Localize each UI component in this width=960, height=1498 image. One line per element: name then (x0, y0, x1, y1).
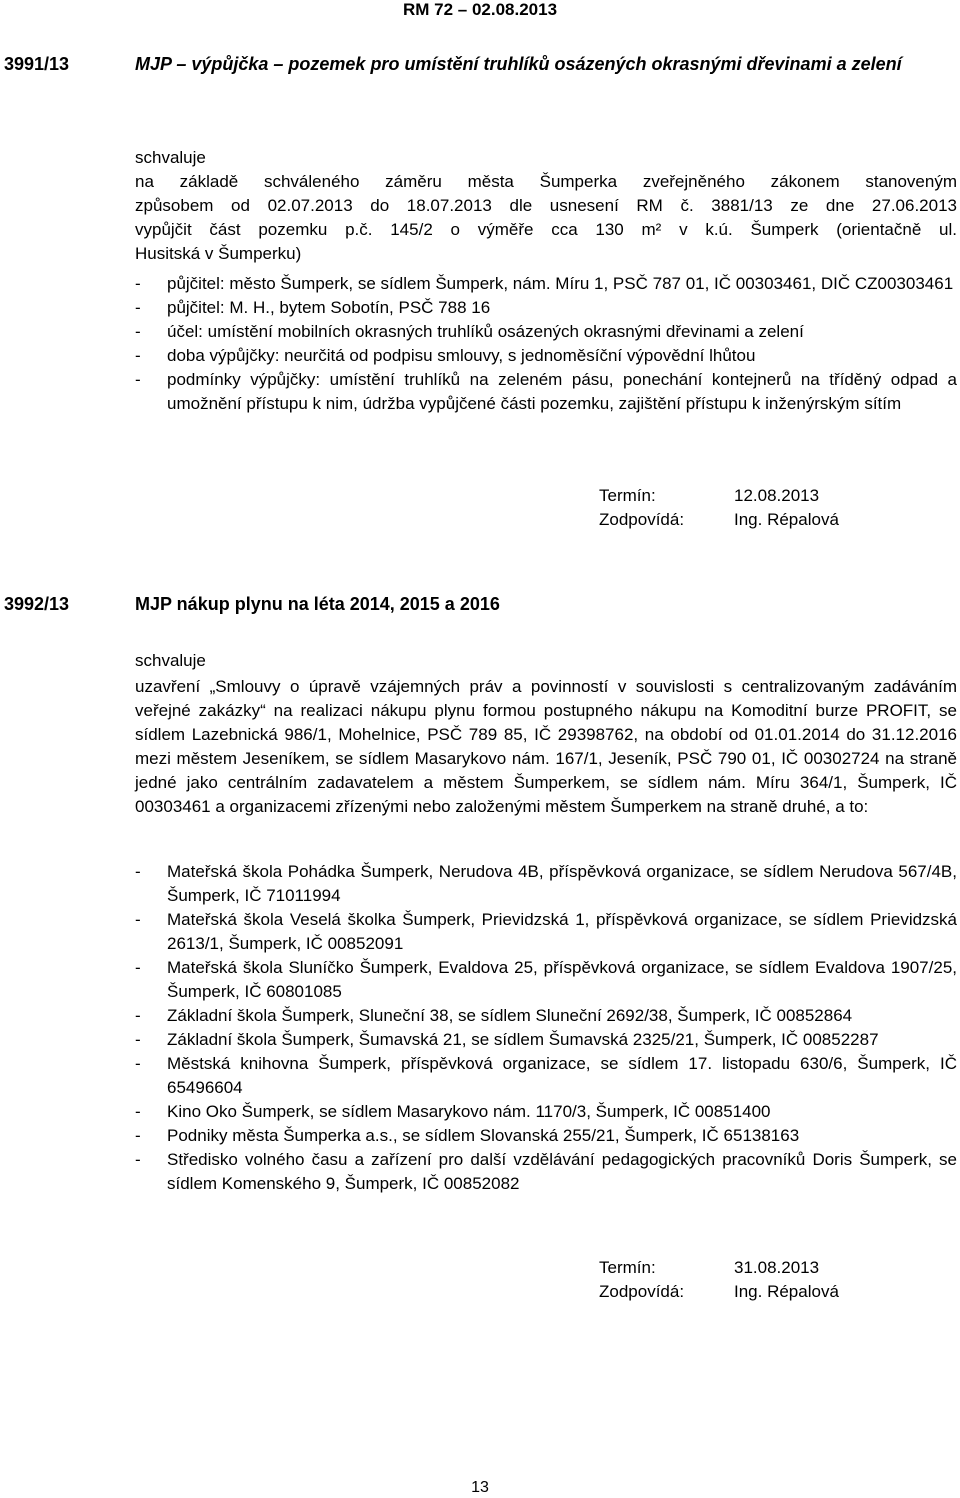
list-item: - půjčitel: M. H., bytem Sobotín, PSČ 788 16 (135, 296, 957, 320)
resolution-title: MJP – výpůjčka – pozemek pro umístění truhlíků osázených okrasnými dřevinami a zelení (135, 54, 902, 74)
deadline-label: Termín: (599, 1258, 656, 1277)
organizations-list (135, 860, 957, 1196)
responsible-value: Ing. Répalová (734, 1282, 839, 1301)
paragraph-line: Husitská v Šumperku) (135, 244, 302, 263)
deadline-block (599, 1256, 959, 1304)
list-item: - Středisko volného času a zařízení pro další vzdělávání pedagogických pracovníků Doris Šumperk, se sídlem Komenského 9, Šumperk, IČ 00852082 (135, 1148, 957, 1196)
list-item: - Základní škola Šumperk, Šumavská 21, se sídlem Šumavská 2325/21, Šumperk, IČ 00852287 (135, 1028, 957, 1052)
list-item: - Podniky města Šumperka a.s., se sídlem Slovanská 255/21, Šumperk, IČ 65138163 (135, 1124, 957, 1148)
page-number: 13 (471, 1479, 489, 1496)
resolution-title: MJP nákup plynu na léta 2014, 2015 a 2016 (135, 594, 500, 614)
responsible-value: Ing. Répalová (734, 510, 839, 529)
resolution-verb: schvaluje (135, 651, 206, 670)
resolution-body (135, 649, 957, 819)
paragraph-line: vypůjčit část pozemku p.č. 145/2 o výměře cca 130 m² v k.ú. Šumperk (orientačně ul. (135, 220, 957, 239)
list-item: - Základní škola Šumperk, Sluneční 38, se sídlem Sluneční 2692/38, Šumperk, IČ 00852864 (135, 1004, 957, 1028)
page-header: RM 72 – 02.08.2013 (402, 0, 558, 19)
deadline-value: 31.08.2013 (734, 1258, 820, 1277)
paragraph: uzavření „Smlouvy o úpravě vzájemných práv a povinností v souvislosti s centralizovaným zadáváním veřejné zakázky“ na realizaci nákupu plynu formou postupného nákupu na Komoditní burze PROFIT, se sídlem Lazebnická 986/1, Mohelnice, PSČ 789 85, IČ 29398762, na období od 01.01.2014 do 31.12.2016 mezi městem Jeseníkem, se sídlem Masarykovo nám. 167/1, Jeseník, PSČ 790 01, IČ 00302724 na straně jedné jako centrálním zadavatelem a městem Šumperkem, se sídlem nám. Míru 364/1, Šumperk, IČ 00303461 a organizacemi zřízenými nebo založenými městem Šumperkem na straně druhé, a to: (135, 677, 957, 816)
list-item: - Kino Oko Šumperk, se sídlem Masarykovo nám. 1170/3, Šumperk, IČ 00851400 (135, 1100, 957, 1124)
responsible-label: Zodpovídá: (599, 1282, 685, 1301)
list-item: - doba výpůjčky: neurčitá od podpisu smlouvy, s jednoměsíční výpovědní lhůtou (135, 344, 957, 368)
list-item: - podmínky výpůjčky: umístění truhlíků na zeleném pásu, ponechání kontejnerů na tříděný odpad a umožnění přístupu k nim, údržba vypůjčené části pozemku, zajištění přístupu k inženýrským sítím (135, 368, 957, 416)
list-item: - Městská knihovna Šumperk, příspěvková organizace, se sídlem 17. listopadu 630/6, Šumperk, IČ 65496604 (135, 1052, 957, 1100)
deadline-value: 12.08.2013 (734, 486, 820, 505)
resolution-number: 3992/13 (4, 594, 70, 614)
deadline-label: Termín: (599, 486, 656, 505)
terms-list (135, 272, 957, 416)
deadline-block (599, 484, 959, 532)
list-item: - Mateřská škola Sluníčko Šumperk, Evaldova 25, příspěvková organizace, se sídlem Evaldova 1907/25, Šumperk, IČ 60801085 (135, 956, 957, 1004)
resolution-verb: schvaluje (135, 148, 206, 167)
list-item: - půjčitel: město Šumperk, se sídlem Šumperk, nám. Míru 1, PSČ 787 01, IČ 00303461, DIČ CZ00303461 (135, 272, 957, 296)
list-item: - účel: umístění mobilních okrasných truhlíků osázených okrasnými dřevinami a zelení (135, 320, 957, 344)
resolution-number: 3991/13 (4, 54, 70, 74)
paragraph-line: na základě schváleného záměru města Šumperka zveřejněného zákonem stanoveným (135, 172, 957, 191)
paragraph-line: způsobem od 02.07.2013 do 18.07.2013 dle usnesení RM č. 3881/13 ze dne 27.06.2013 (135, 196, 957, 215)
list-item: - Mateřská škola Pohádka Šumperk, Nerudova 4B, příspěvková organizace, se sídlem Nerudova 567/4B, Šumperk, IČ 71011994 (135, 860, 957, 908)
list-item: - Mateřská škola Veselá školka Šumperk, Prievidzská 1, příspěvková organizace, se sídlem Prievidzská 2613/1, Šumperk, IČ 00852091 (135, 908, 957, 956)
responsible-label: Zodpovídá: (599, 510, 685, 529)
resolution-body (135, 146, 957, 266)
